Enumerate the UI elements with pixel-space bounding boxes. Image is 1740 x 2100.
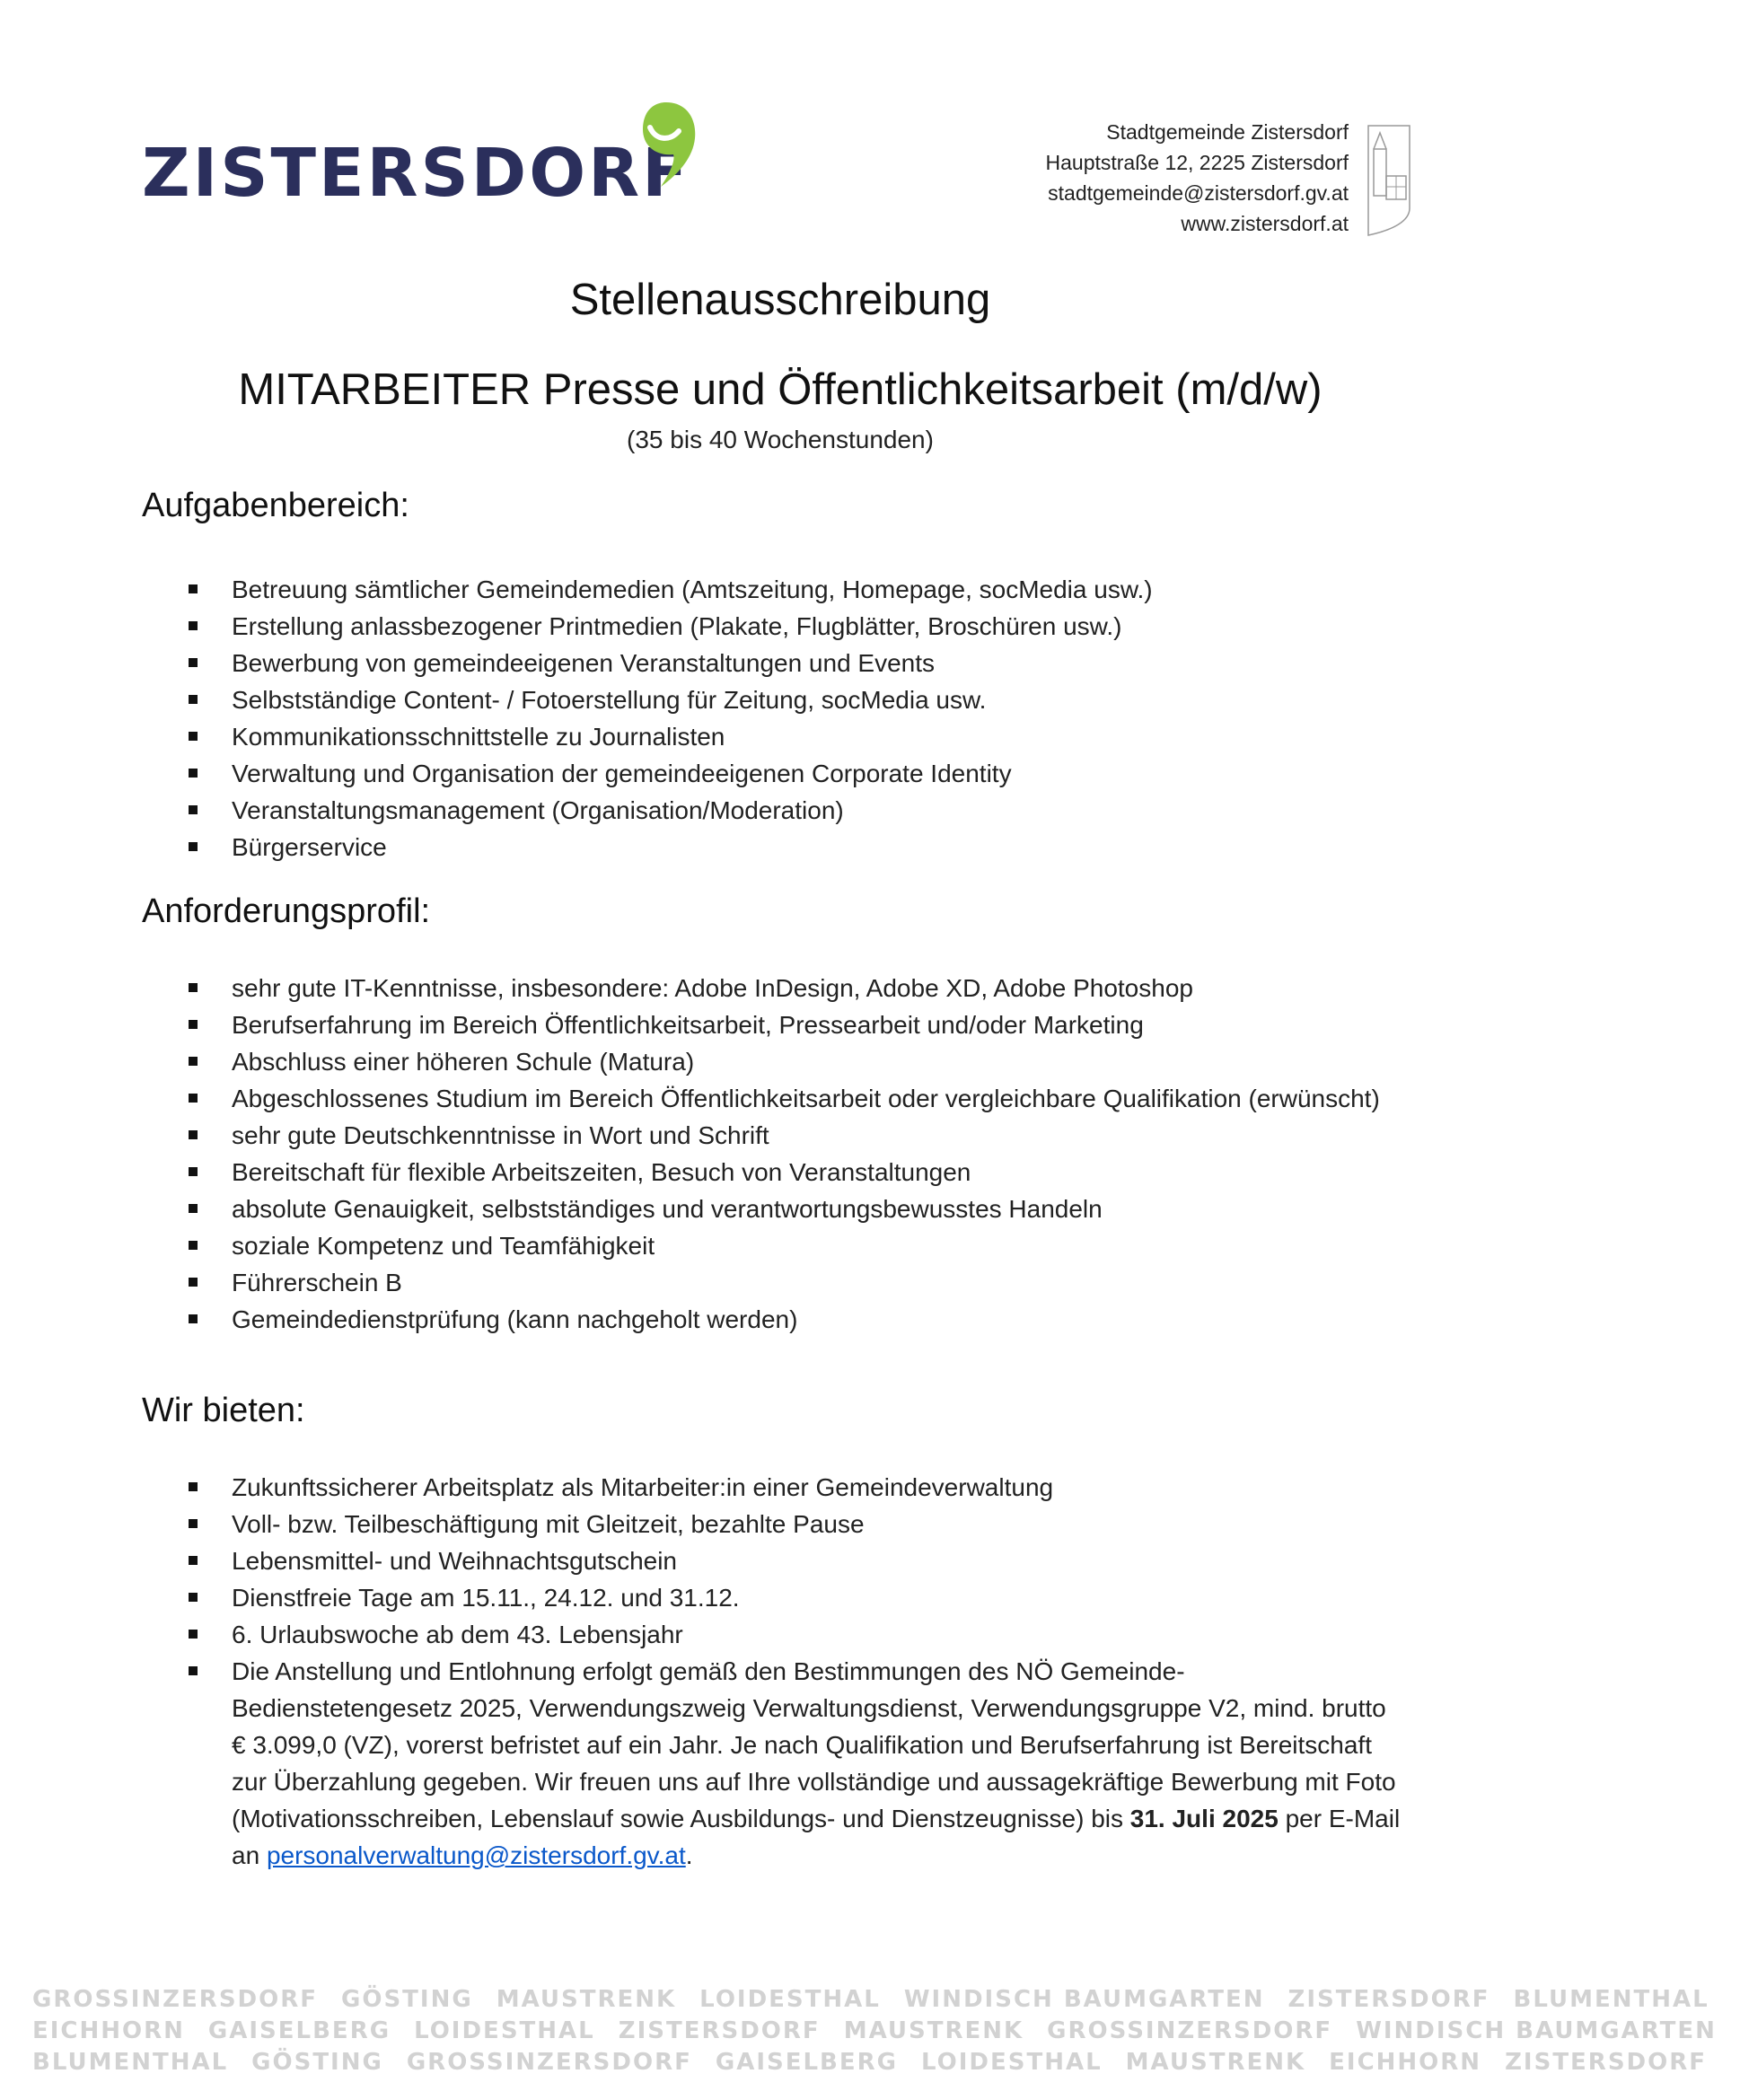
- list-item: Selbstständige Content- / Fotoerstellung für Zeitung, socMedia usw.: [189, 681, 1401, 718]
- employment-terms-text: Die Anstellung und Entlohnung erfolgt gemäß den Bestimmungen des NÖ Gemeinde-Bedienstetengesetz 2025, Verwendungszweig Verwaltungsdienst, Verwendungsgruppe V2, mind. brutto € 3.099,0 (VZ), vorerst befristet auf ein Jahr. Je nach Qualifikation und Berufserfahrung ist Bereitschaft zur Überzahlung gegeben. Wir freuen uns auf Ihre vollständige und aussagekräftige Bewerbung mit Foto (Motivationsschreiben, Lebenslauf sowie Ausbildungs- und Dienstzeugnisse) bis: [232, 1657, 1396, 1832]
- list-item: Dienstfreie Tage am 15.11., 24.12. und 31.12.: [189, 1579, 1401, 1616]
- footer-village: MAUSTRENK: [496, 1986, 677, 2013]
- document-title: Stellenausschreibung: [569, 276, 991, 324]
- address-website: www.zistersdorf.at: [1181, 212, 1349, 235]
- footer-village: GROSSINZERSDORF: [1047, 2017, 1333, 2044]
- list-item: Abschluss einer höheren Schule (Matura): [189, 1043, 1401, 1080]
- address-email: stadtgemeinde@zistersdorf.gv.at: [1048, 181, 1349, 205]
- footer-village-names: [32, 1984, 1717, 2078]
- list-item: Veranstaltungsmanagement (Organisation/Moderation): [189, 792, 1401, 829]
- address-line-2: Hauptstraße 12, 2225 Zistersdorf: [1045, 151, 1349, 174]
- section-heading-bieten: Wir bieten:: [142, 1392, 305, 1429]
- coat-of-arms-icon: [1367, 122, 1411, 237]
- footer-village: WINDISCH BAUMGARTEN: [1356, 2017, 1717, 2044]
- footer-village: EICHHORN: [1329, 2049, 1482, 2076]
- footer-village: BLUMENTHAL: [1513, 1986, 1709, 2013]
- address-line-1: Stadtgemeinde Zistersdorf: [1106, 120, 1349, 144]
- job-hours: (35 bis 40 Wochenstunden): [627, 426, 934, 453]
- list-item: soziale Kompetenz und Teamfähigkeit: [189, 1227, 1401, 1264]
- footer-village: GROSSINZERSDORF: [32, 1986, 319, 2013]
- application-deadline: 31. Juli 2025: [1129, 1805, 1279, 1832]
- application-email-link[interactable]: personalverwaltung@zistersdorf.gv.at: [266, 1841, 686, 1869]
- footer-village: MAUSTRENK: [843, 2017, 1024, 2044]
- address-block: [1046, 117, 1349, 239]
- list-item: Abgeschlossenes Studium im Bereich Öffentlichkeitsarbeit oder vergleichbare Qualifikation (erwünscht): [189, 1080, 1401, 1117]
- footer-village: GAISELBERG: [715, 2049, 898, 2076]
- logo-wordmark: ZISTERSDORF: [142, 135, 690, 212]
- footer-village: ZISTERSDORF: [618, 2017, 821, 2044]
- list-item: Berufserfahrung im Bereich Öffentlichkeitsarbeit, Pressearbeit und/oder Marketing: [189, 1006, 1401, 1043]
- footer-village: ZISTERSDORF: [1287, 1986, 1490, 2013]
- list-item: Führerschein B: [189, 1264, 1401, 1301]
- section-heading-anforderung: Anforderungsprofil:: [142, 892, 431, 930]
- aufgaben-list: [189, 571, 1401, 865]
- list-item: Bereitschaft für flexible Arbeitszeiten, Besuch von Veranstaltungen: [189, 1154, 1401, 1191]
- list-item: Lebensmittel- und Weihnachtsgutschein: [189, 1542, 1401, 1579]
- list-item: 6. Urlaubswoche ab dem 43. Lebensjahr: [189, 1616, 1401, 1653]
- footer-village: LOIDESTHAL: [699, 1986, 881, 2013]
- footer-village: GÖSTING: [251, 2049, 383, 2076]
- anforderung-list: [189, 970, 1401, 1338]
- list-item: Kommunikationsschnittstelle zu Journalisten: [189, 718, 1401, 755]
- list-item: sehr gute IT-Kenntnisse, insbesondere: Adobe InDesign, Adobe XD, Adobe Photoshop: [189, 970, 1401, 1006]
- footer-village: WINDISCH BAUMGARTEN: [903, 1986, 1265, 2013]
- footer-village: ZISTERSDORF: [1505, 2049, 1708, 2076]
- job-title: MITARBEITER Presse und Öffentlichkeitsarbeit (m/d/w): [238, 365, 1323, 414]
- list-item-employment-terms: [189, 1653, 1401, 1874]
- list-item: Erstellung anlassbezogener Printmedien (Plakate, Flugblätter, Broschüren usw.): [189, 608, 1401, 645]
- footer-village: LOIDESTHAL: [921, 2049, 1103, 2076]
- footer-row: [32, 1984, 1709, 2016]
- employment-terms-end: .: [685, 1841, 693, 1869]
- list-item: Betreuung sämtlicher Gemeindemedien (Amtszeitung, Homepage, socMedia usw.): [189, 571, 1401, 608]
- section-heading-aufgaben: Aufgabenbereich:: [142, 487, 409, 524]
- footer-village: BLUMENTHAL: [32, 2049, 229, 2076]
- list-item: sehr gute Deutschkenntnisse in Wort und Schrift: [189, 1117, 1401, 1154]
- footer-village: EICHHORN: [32, 2017, 185, 2044]
- list-item: Bürgerservice: [189, 829, 1401, 865]
- footer-village: GÖSTING: [341, 1986, 473, 2013]
- logo-speech-mark-icon: [634, 101, 699, 199]
- list-item: Verwaltung und Organisation der gemeindeeigenen Corporate Identity: [189, 755, 1401, 792]
- list-item: Voll- bzw. Teilbeschäftigung mit Gleitzeit, bezahlte Pause: [189, 1506, 1401, 1542]
- list-item: Gemeindedienstprüfung (kann nachgeholt werden): [189, 1301, 1401, 1338]
- footer-village: GAISELBERG: [207, 2017, 391, 2044]
- footer-row: [32, 2047, 1708, 2078]
- employment-terms-middle: per E-Mail an: [232, 1805, 1401, 1869]
- list-item: absolute Genauigkeit, selbstständiges und verantwortungsbewusstes Handeln: [189, 1191, 1401, 1227]
- footer-village: LOIDESTHAL: [414, 2017, 595, 2044]
- bieten-list: [189, 1469, 1401, 1874]
- zistersdorf-logo: [142, 101, 699, 212]
- footer-village: GROSSINZERSDORF: [406, 2049, 692, 2076]
- list-item: Zukunftssicherer Arbeitsplatz als Mitarbeiter:in einer Gemeindeverwaltung: [189, 1469, 1401, 1506]
- footer-village: MAUSTRENK: [1125, 2049, 1306, 2076]
- list-item: Bewerbung von gemeindeeigenen Veranstaltungen und Events: [189, 645, 1401, 681]
- footer-row: [32, 2016, 1717, 2047]
